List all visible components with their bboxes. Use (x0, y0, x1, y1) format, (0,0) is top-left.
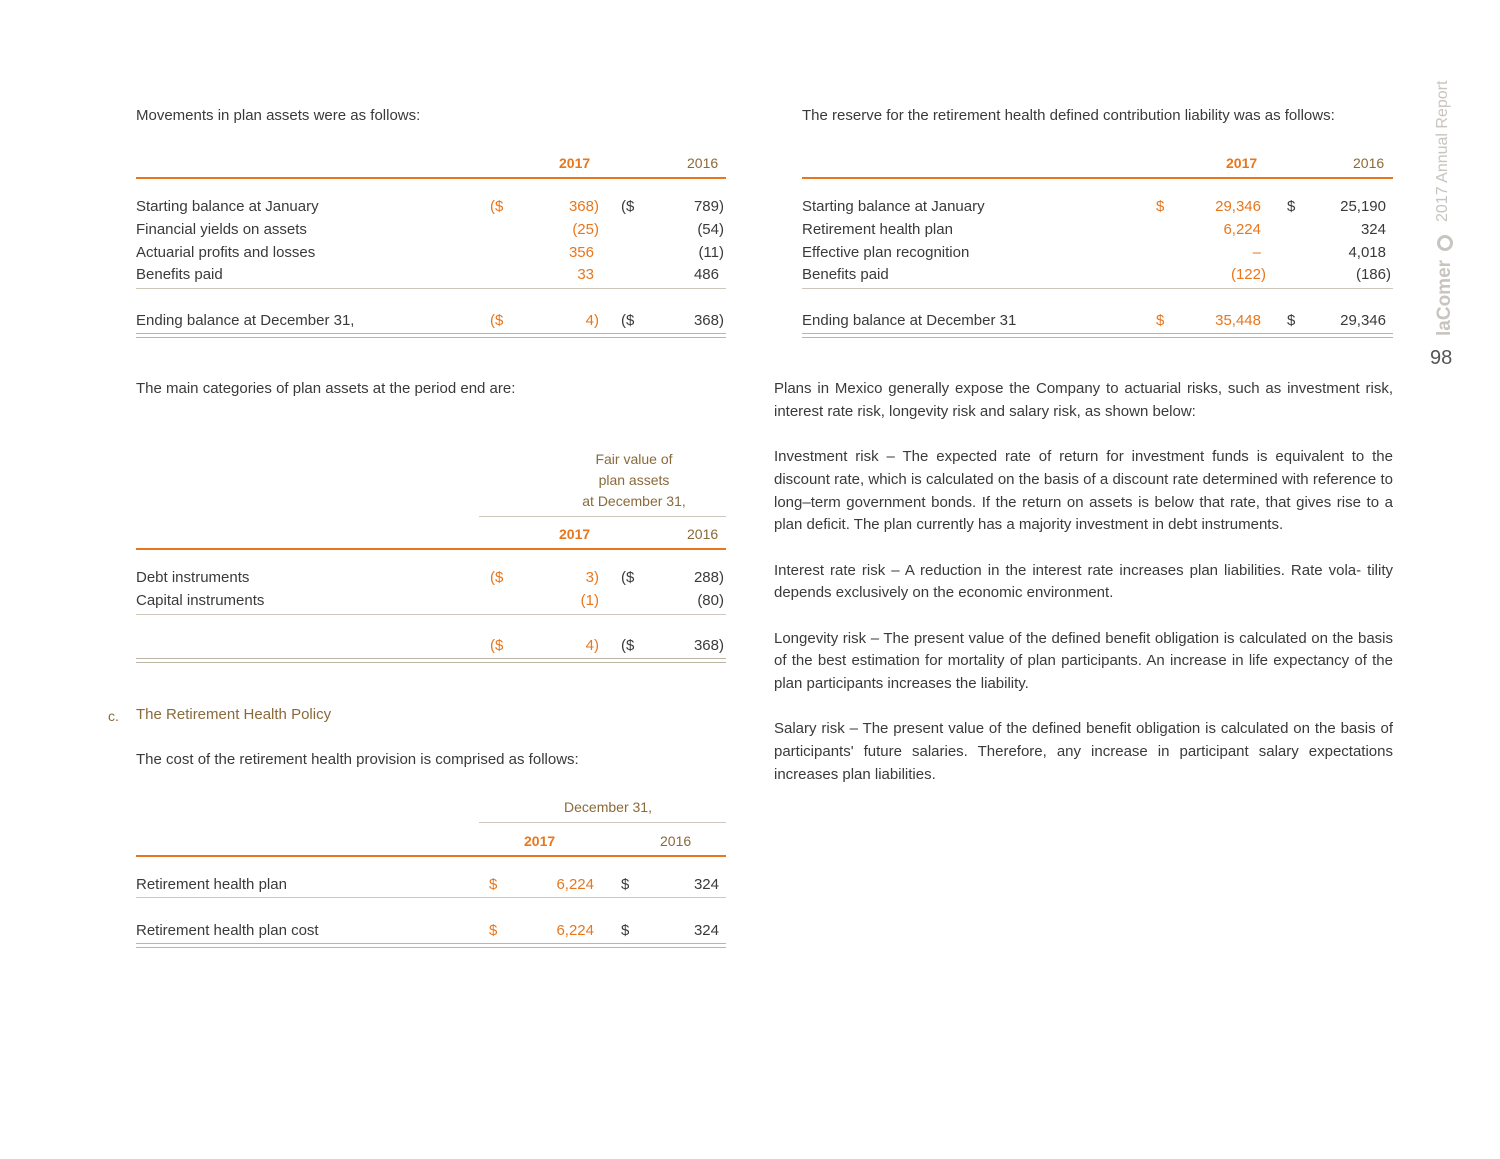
total-row (136, 636, 726, 656)
total-row (802, 311, 1393, 331)
value-2016: (11) (698, 244, 724, 261)
col-2016-header: 2016 (1353, 155, 1385, 171)
fair-value-header-line1: Fair value of (595, 451, 673, 467)
value-2017: (1) (580, 592, 599, 609)
subtotal-rule (136, 614, 726, 615)
header-rule (136, 177, 726, 179)
currency-2017: ($ (490, 569, 504, 586)
report-title-vertical (1434, 81, 1452, 222)
risks-text (774, 378, 1393, 809)
currency-2016: $ (1287, 312, 1296, 329)
value-2016: (54) (697, 221, 724, 238)
value-2016: 324 (1360, 221, 1386, 238)
currency-2017: $ (489, 922, 498, 939)
col-2017-header: 2017 (1226, 155, 1258, 171)
total-double-rule (136, 658, 726, 663)
currency-2017: $ (1156, 312, 1165, 329)
value-2016: 324 (693, 876, 719, 893)
currency-2016: $ (621, 876, 630, 893)
currency-2017: $ (1156, 198, 1165, 215)
value-2017: 3) (585, 569, 599, 586)
interest-rate-risk: Interest rate risk – A reduction in the interest rate increases plan liabilities. Rate vola- tility depends exclusively on the economic environment. (774, 561, 1393, 602)
total-row (136, 311, 726, 331)
value-2017: 35,448 (1215, 312, 1261, 329)
value-2017: 4) (585, 312, 599, 329)
table-row (136, 220, 726, 240)
value-2016: (80) (697, 592, 724, 609)
table-row (802, 243, 1393, 263)
value-2016: 368) (693, 312, 724, 329)
table-row (136, 875, 726, 895)
table-row (802, 197, 1393, 217)
table-row (802, 220, 1393, 240)
table-row (136, 568, 726, 588)
table-row (802, 265, 1393, 285)
page-number: 98 (1430, 347, 1453, 369)
brand-swirl-icon (1437, 235, 1453, 251)
total-double-rule (136, 333, 726, 338)
row-label: Retirement health plan (136, 876, 287, 893)
table-row (136, 243, 726, 263)
plan-assets-movements-intro: Movements in plan assets were as follows: (136, 107, 421, 124)
col-2017-header: 2017 (559, 526, 591, 542)
section-letter: c. (108, 708, 119, 724)
value-2016: 4,018 (1348, 244, 1386, 261)
currency-2016: ($ (621, 569, 635, 586)
subtotal-rule (136, 288, 726, 289)
row-label: Benefits paid (136, 266, 223, 283)
value-2017: (122) (1230, 266, 1266, 283)
total-double-rule (802, 333, 1393, 338)
header-group-rule (479, 822, 726, 823)
row-label: Actuarial profits and losses (136, 244, 316, 261)
value-2016: 789) (693, 198, 724, 215)
subtotal-rule (136, 897, 726, 898)
row-label: Starting balance at January (136, 198, 319, 215)
row-label: Capital instruments (136, 592, 265, 609)
salary-risk: Salary risk – The present value of the defined benefit obligation is calculated on the basis of participants' future salaries. Therefore, any increase in participant salary expectations increases plan liabilities. (774, 720, 1393, 783)
value-2017: 6,224 (556, 876, 594, 893)
table-row (136, 591, 726, 611)
value-2017: 4) (585, 637, 599, 654)
currency-2016: ($ (621, 198, 635, 215)
header-group-rule (479, 516, 726, 517)
fair-value-header-line2: plan assets (598, 472, 670, 488)
table-row (136, 265, 726, 285)
reserve-intro: The reserve for the retirement health defined contribution liability was as follows: (802, 107, 1335, 124)
value-2016: 368) (693, 637, 724, 654)
row-label: Financial yields on assets (136, 221, 307, 238)
value-2016: 324 (693, 922, 719, 939)
currency-2016: ($ (621, 637, 635, 654)
value-2016: 25,190 (1340, 198, 1386, 215)
row-label: Benefits paid (802, 266, 889, 283)
row-label: Effective plan recognition (802, 244, 970, 261)
currency-2017: $ (489, 876, 498, 893)
total-label: Ending balance at December 31, (136, 312, 355, 329)
fair-value-header-line3: at December 31, (582, 493, 686, 509)
value-2017: 6,224 (1223, 221, 1261, 238)
currency-2017: ($ (490, 312, 504, 329)
header-rule (802, 177, 1393, 179)
row-label: Retirement health plan (802, 221, 953, 238)
longevity-risk: Longevity risk – The present value of the defined benefit obligation is calculated on the basis of the best estimation for mortality of plan participants. An increase in life expectancy of the plan participants increases the liability. (774, 629, 1393, 693)
total-label: Retirement health plan cost (136, 922, 319, 939)
header-rule (136, 855, 726, 857)
value-2017: (25) (572, 221, 599, 238)
value-2016: 29,346 (1340, 312, 1386, 329)
risks-intro: Plans in Mexico generally expose the Company to actuarial risks, such as investment risk, interest rate risk, longevity risk and salary risk, as shown below: (774, 380, 1393, 420)
brand-logo (1434, 235, 1456, 336)
total-double-rule (136, 943, 726, 948)
value-2016: (186) (1355, 266, 1391, 283)
currency-2017: ($ (490, 637, 504, 654)
currency-2016: $ (621, 922, 630, 939)
currency-2017: ($ (490, 198, 504, 215)
row-label: Starting balance at January (802, 198, 985, 215)
value-2016: 486 (693, 266, 719, 283)
section-title: The Retirement Health Policy (136, 706, 332, 723)
plan-assets-categories-intro: The main categories of plan assets at the period end are: (136, 380, 516, 397)
december-header: December 31, (564, 799, 652, 815)
value-2017: 356 (568, 244, 594, 261)
fair-value-header (479, 449, 789, 512)
col-2017-header: 2017 (559, 155, 591, 171)
subtotal-rule (802, 288, 1393, 289)
value-2016: 288) (693, 569, 724, 586)
report-title-text: 2017 Annual Report (1434, 80, 1451, 222)
value-2017: – (1252, 244, 1261, 261)
col-2016-header: 2016 (660, 833, 692, 849)
col-2016-header: 2016 (687, 526, 719, 542)
value-2017: 33 (577, 266, 594, 283)
header-rule (136, 548, 726, 550)
col-2016-header: 2016 (687, 155, 719, 171)
section-c-intro: The cost of the retirement health provision is comprised as follows: (136, 751, 579, 768)
brand-name: laComer (1434, 259, 1455, 336)
row-label: Debt instruments (136, 569, 250, 586)
value-2017: 29,346 (1215, 198, 1261, 215)
table-row (136, 197, 726, 217)
investment-risk: Investment risk – The expected rate of return for investment funds is equivalent to the discount rate, which is calculated on the basis of a discount rate determined with reference to long–term government bonds. If the return on assets is below that rate, that gives rise to a plan deficit. The plan currently has a majority investment in debt instruments. (774, 448, 1393, 534)
currency-2016: ($ (621, 312, 635, 329)
value-2017: 6,224 (556, 922, 594, 939)
col-2017-header: 2017 (524, 833, 556, 849)
total-row (136, 921, 726, 941)
currency-2016: $ (1287, 198, 1296, 215)
total-label: Ending balance at December 31 (802, 312, 1017, 329)
value-2017: 368) (568, 198, 599, 215)
